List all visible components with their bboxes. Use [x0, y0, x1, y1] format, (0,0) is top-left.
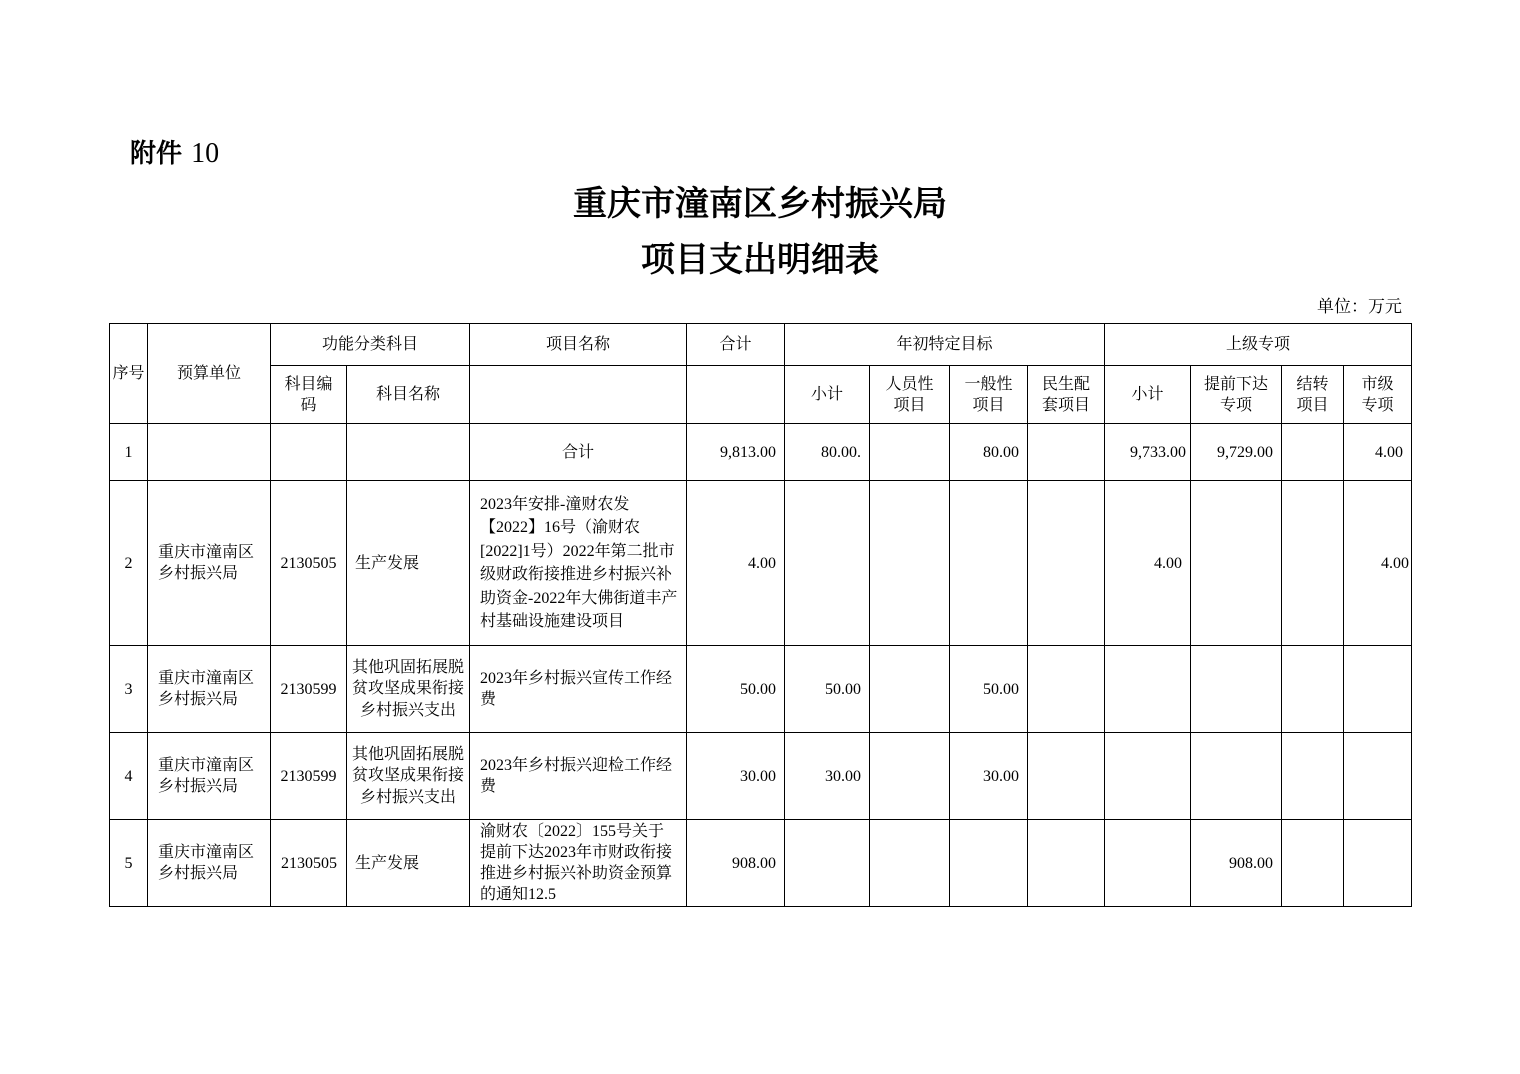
table-row	[110, 646, 1412, 733]
table-row	[110, 820, 1412, 907]
cell-livelihood	[1028, 820, 1105, 907]
header-project-name: 项目名称	[470, 324, 687, 366]
attachment-label: 附件 10	[130, 138, 220, 169]
cell-unit: 重庆市潼南区乡村振兴局	[148, 646, 271, 733]
header-carryover: 结转项目	[1282, 366, 1344, 424]
cell-subtotal-superior	[1105, 820, 1191, 907]
cell-city	[1344, 733, 1412, 820]
cell-general: 80.00	[950, 424, 1028, 481]
cell-livelihood	[1028, 733, 1105, 820]
cell-project: 2023年乡村振兴迎检工作经费	[470, 733, 687, 820]
cell-project: 渝财农〔2022〕155号关于提前下达2023年市财政衔接推进乡村振兴补助资金预算的通知12.5	[470, 820, 687, 907]
cell-code	[271, 424, 347, 481]
table-row	[110, 424, 1412, 481]
document-subtitle: 项目支出明细表	[641, 240, 879, 280]
cell-project: 2023年安排-潼财农发【2022】16号（渝财农[2022]1号）2022年第二批市级财政衔接推进乡村振兴补助资金-2022年大佛街道丰产村基础设施建设项目	[470, 481, 687, 646]
header-total: 合计	[687, 324, 785, 366]
cell-city	[1344, 646, 1412, 733]
cell-advance	[1191, 733, 1282, 820]
cell-seq: 4	[110, 733, 148, 820]
header-superior: 上级专项	[1105, 324, 1412, 366]
cell-unit: 重庆市潼南区乡村振兴局	[148, 481, 271, 646]
header-year-target: 年初特定目标	[785, 324, 1105, 366]
cell-subject: 其他巩固拓展脱贫攻坚成果衔接乡村振兴支出	[347, 733, 470, 820]
header-subtotal-target: 小计	[785, 366, 870, 424]
cell-subtotal-target: 80.00.	[785, 424, 870, 481]
cell-carryover	[1282, 733, 1344, 820]
cell-code: 2130599	[271, 646, 347, 733]
cell-livelihood	[1028, 424, 1105, 481]
cell-seq: 5	[110, 820, 148, 907]
expenditure-table	[109, 323, 1412, 907]
cell-subtotal-target	[785, 481, 870, 646]
table-row	[110, 733, 1412, 820]
cell-personnel	[870, 646, 950, 733]
cell-subject: 生产发展	[347, 820, 470, 907]
header-subject-name: 科目名称	[347, 366, 470, 424]
cell-subject	[347, 424, 470, 481]
cell-subtotal-superior: 9,733.00	[1105, 424, 1191, 481]
cell-subtotal-superior	[1105, 646, 1191, 733]
cell-subtotal-superior	[1105, 733, 1191, 820]
cell-code: 2130505	[271, 820, 347, 907]
cell-general	[950, 820, 1028, 907]
cell-personnel	[870, 820, 950, 907]
document-title: 重庆市潼南区乡村振兴局	[573, 184, 947, 224]
header-budget-unit: 预算单位	[148, 324, 271, 424]
header-blank-project	[470, 366, 687, 424]
cell-unit	[148, 424, 271, 481]
cell-advance	[1191, 481, 1282, 646]
cell-subject: 生产发展	[347, 481, 470, 646]
header-personnel: 人员性项目	[870, 366, 950, 424]
unit-label: 单位：万元	[1317, 297, 1402, 316]
header-city: 市级专项	[1344, 366, 1412, 424]
cell-livelihood	[1028, 481, 1105, 646]
cell-total: 9,813.00	[687, 424, 785, 481]
cell-subtotal-target: 50.00	[785, 646, 870, 733]
cell-total: 30.00	[687, 733, 785, 820]
cell-carryover	[1282, 424, 1344, 481]
cell-subtotal-target: 30.00	[785, 733, 870, 820]
cell-city: 4.00	[1344, 424, 1412, 481]
header-livelihood: 民生配套项目	[1028, 366, 1105, 424]
cell-personnel	[870, 424, 950, 481]
cell-carryover	[1282, 820, 1344, 907]
cell-subtotal-superior: 4.00	[1105, 481, 1191, 646]
header-general: 一般性项目	[950, 366, 1028, 424]
cell-total: 4.00	[687, 481, 785, 646]
cell-city: 4.00	[1344, 481, 1412, 646]
cell-general: 30.00	[950, 733, 1028, 820]
cell-carryover	[1282, 646, 1344, 733]
table-row	[110, 481, 1412, 646]
cell-total: 908.00	[687, 820, 785, 907]
header-subtotal-superior: 小计	[1105, 366, 1191, 424]
cell-code: 2130599	[271, 733, 347, 820]
header-seq: 序号	[110, 324, 148, 424]
cell-advance	[1191, 646, 1282, 733]
cell-project: 2023年乡村振兴宣传工作经费	[470, 646, 687, 733]
header-func-class: 功能分类科目	[271, 324, 470, 366]
cell-livelihood	[1028, 646, 1105, 733]
cell-subtotal-target	[785, 820, 870, 907]
header-subject-code: 科目编码	[271, 366, 347, 424]
cell-advance: 908.00	[1191, 820, 1282, 907]
cell-code: 2130505	[271, 481, 347, 646]
cell-seq: 1	[110, 424, 148, 481]
cell-total: 50.00	[687, 646, 785, 733]
cell-personnel	[870, 733, 950, 820]
cell-general: 50.00	[950, 646, 1028, 733]
cell-unit: 重庆市潼南区乡村振兴局	[148, 733, 271, 820]
header-advance: 提前下达专项	[1191, 366, 1282, 424]
cell-subject: 其他巩固拓展脱贫攻坚成果衔接乡村振兴支出	[347, 646, 470, 733]
cell-seq: 2	[110, 481, 148, 646]
cell-seq: 3	[110, 646, 148, 733]
cell-advance: 9,729.00	[1191, 424, 1282, 481]
cell-general	[950, 481, 1028, 646]
header-blank-total	[687, 366, 785, 424]
cell-carryover	[1282, 481, 1344, 646]
cell-unit: 重庆市潼南区乡村振兴局	[148, 820, 271, 907]
cell-personnel	[870, 481, 950, 646]
cell-city	[1344, 820, 1412, 907]
cell-project: 合计	[470, 424, 687, 481]
